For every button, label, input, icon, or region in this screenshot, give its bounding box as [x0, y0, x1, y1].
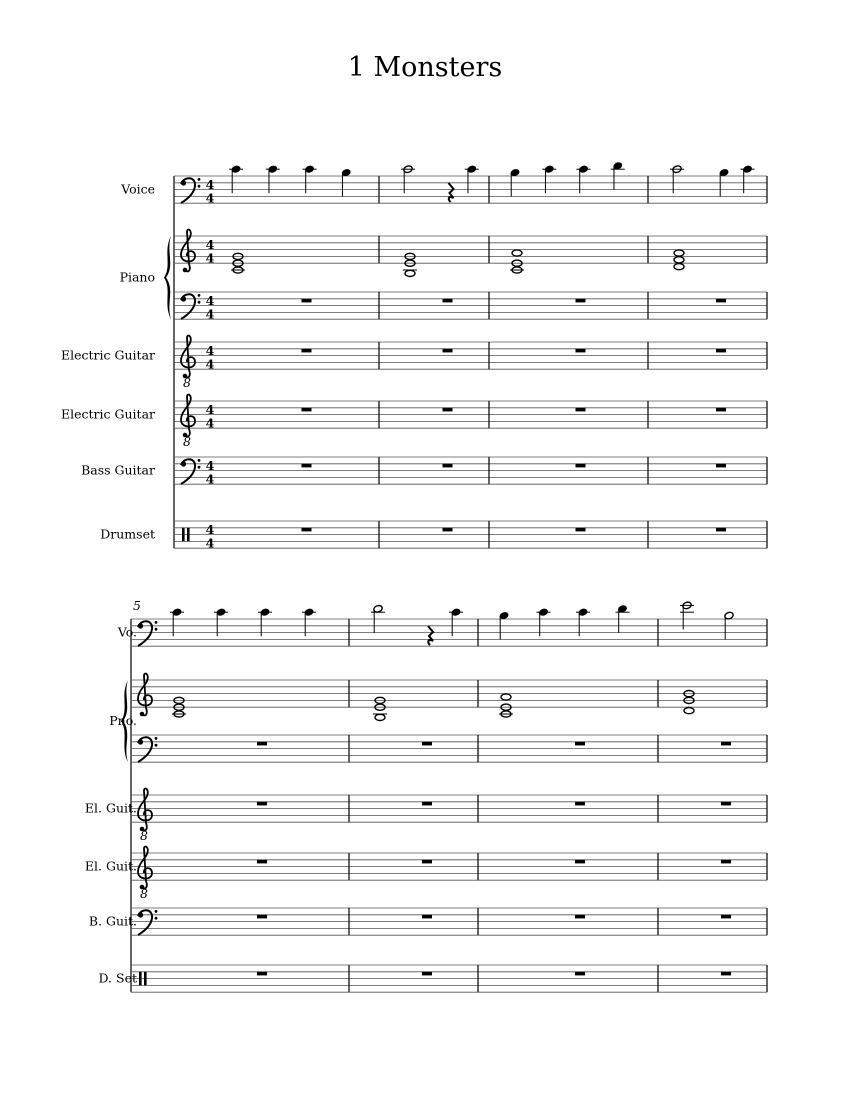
bass-clef-dot: [155, 628, 158, 631]
percussion-clef-icon: [187, 528, 190, 542]
bass-clef-dot: [138, 912, 143, 917]
piano-brace: [164, 236, 171, 319]
whole-rest: [443, 528, 453, 532]
bass-clef-dot: [198, 301, 201, 304]
whole-notehead: [674, 257, 684, 263]
whole-notehead: [405, 270, 415, 276]
whole-rest: [576, 349, 586, 353]
whole-rest: [257, 802, 267, 806]
time-signature-denominator: 4: [205, 471, 215, 487]
whole-rest: [721, 802, 731, 806]
time-signature-numerator: 4: [205, 458, 215, 473]
bass-clef-dot: [155, 910, 158, 913]
instrument-label: Drumset: [100, 526, 155, 542]
whole-rest: [576, 528, 586, 532]
whole-rest: [575, 972, 585, 976]
instrument-label: B. Guit.: [88, 913, 137, 929]
whole-rest: [422, 915, 432, 919]
whole-rest: [575, 860, 585, 864]
whole-rest: [443, 299, 453, 303]
time-signature-denominator: 4: [205, 356, 215, 372]
bass-clef-dot: [155, 621, 158, 624]
bass-clef-dot: [138, 739, 143, 744]
whole-notehead: [674, 264, 684, 270]
whole-rest: [302, 299, 312, 303]
whole-rest: [575, 802, 585, 806]
whole-notehead: [674, 250, 684, 256]
whole-rest: [257, 915, 267, 919]
whole-rest: [302, 408, 312, 412]
instrument-label: El. Guit.: [84, 858, 137, 874]
octave-mark: 8: [140, 886, 148, 901]
whole-rest: [576, 464, 586, 468]
whole-rest: [422, 860, 432, 864]
whole-rest: [716, 299, 726, 303]
bass-clef-dot: [181, 461, 186, 466]
whole-rest: [575, 915, 585, 919]
whole-rest: [721, 742, 731, 746]
whole-rest: [721, 860, 731, 864]
whole-rest: [302, 528, 312, 532]
octave-mark: 8: [183, 434, 191, 449]
whole-rest: [576, 408, 586, 412]
whole-rest: [257, 972, 267, 976]
bass-clef-dot: [198, 185, 201, 188]
whole-rest: [576, 299, 586, 303]
bass-clef-dot: [155, 737, 158, 740]
bass-clef-dot: [198, 459, 201, 462]
time-signature-denominator: 4: [205, 306, 215, 322]
whole-rest: [443, 349, 453, 353]
whole-notehead: [501, 694, 511, 700]
percussion-clef-icon: [182, 528, 185, 542]
percussion-clef-icon: [139, 972, 142, 986]
whole-rest: [443, 408, 453, 412]
time-signature-denominator: 4: [205, 535, 215, 551]
whole-rest: [575, 742, 585, 746]
bass-clef-dot: [198, 178, 201, 181]
whole-rest: [302, 464, 312, 468]
score-title: 1 Monsters: [347, 52, 503, 83]
whole-notehead: [375, 714, 385, 720]
time-signature-numerator: 4: [205, 343, 215, 358]
whole-rest: [716, 408, 726, 412]
bass-clef-dot: [198, 294, 201, 297]
whole-notehead: [684, 708, 694, 714]
whole-rest: [443, 464, 453, 468]
whole-rest: [302, 349, 312, 353]
whole-rest: [257, 742, 267, 746]
bass-clef-dot: [155, 917, 158, 920]
instrument-label: Bass Guitar: [81, 462, 155, 478]
instrument-label: Pno.: [109, 713, 137, 729]
time-signature-numerator: 4: [205, 237, 215, 252]
instrument-label: Voice: [121, 181, 155, 197]
bass-clef-dot: [155, 744, 158, 747]
time-signature-numerator: 4: [205, 293, 215, 308]
time-signature-denominator: 4: [205, 250, 215, 266]
treble-clef-dot: [183, 268, 188, 273]
instrument-label: Electric Guitar: [61, 406, 155, 422]
instrument-label: El. Guit.: [84, 800, 137, 816]
treble-clef-dot: [140, 712, 145, 717]
measure-number: 5: [133, 598, 141, 613]
quarter-rest: [449, 183, 454, 202]
bass-clef-dot: [138, 623, 143, 628]
octave-mark: 8: [183, 375, 191, 390]
instrument-label: Electric Guitar: [61, 347, 155, 363]
percussion-clef-icon: [144, 972, 147, 986]
quarter-rest: [428, 626, 433, 645]
instrument-label: Vo.: [117, 624, 137, 640]
whole-rest: [257, 860, 267, 864]
bass-clef-dot: [181, 296, 186, 301]
time-signature-denominator: 4: [205, 190, 215, 206]
bass-clef-dot: [198, 466, 201, 469]
whole-rest: [422, 802, 432, 806]
whole-rest: [422, 742, 432, 746]
instrument-label: Piano: [119, 269, 155, 285]
whole-rest: [716, 464, 726, 468]
bass-clef-dot: [181, 180, 186, 185]
octave-mark: 8: [140, 828, 148, 843]
time-signature-numerator: 4: [205, 402, 215, 417]
whole-rest: [716, 528, 726, 532]
time-signature-numerator: 4: [205, 177, 215, 192]
whole-rest: [721, 915, 731, 919]
time-signature-denominator: 4: [205, 415, 215, 431]
whole-rest: [721, 972, 731, 976]
whole-notehead: [512, 250, 522, 256]
time-signature-numerator: 4: [205, 522, 215, 537]
instrument-label: D. Set: [98, 970, 137, 986]
whole-rest: [716, 349, 726, 353]
whole-rest: [422, 972, 432, 976]
